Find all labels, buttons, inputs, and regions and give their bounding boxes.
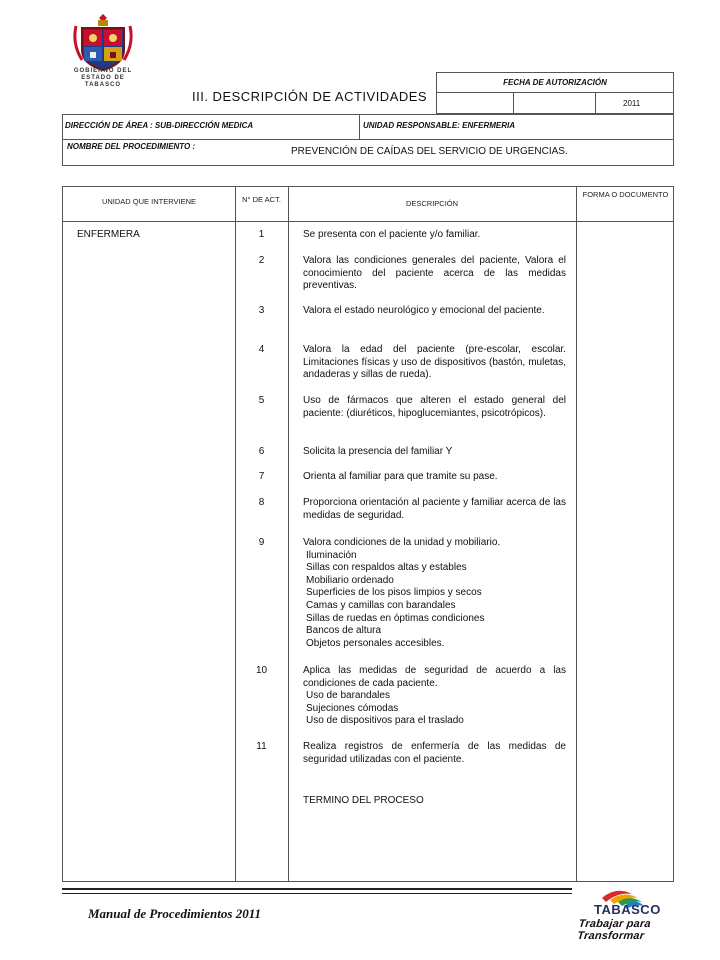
activity-number: 6 (258, 446, 265, 457)
activity-sub-item: Uso de barandales (306, 690, 390, 702)
activity-description (303, 395, 566, 420)
activity-description (303, 255, 566, 293)
procedure-label: NOMBRE DEL PROCEDIMIENTO : (67, 142, 196, 151)
activity-number: 2 (258, 255, 265, 266)
footer-rule (62, 893, 572, 894)
activity-number: 7 (258, 471, 265, 482)
row-divider (359, 115, 360, 139)
responsible-unit-field: UNIDAD RESPONSABLE: ENFERMERIA (363, 121, 516, 130)
activity-sub-item: Sujeciones cómodas (306, 702, 399, 714)
activity-description (303, 665, 566, 728)
activity-number: 9 (258, 537, 265, 548)
activity-sub-item: Sillas con respaldos altas y estables (306, 562, 467, 574)
activity-text: Valora condiciones de la unidad y mobiliario. (303, 537, 501, 548)
authorization-date-box (436, 72, 674, 114)
activity-text: Orienta al familiar para que tramite su pase. (303, 471, 498, 482)
activity-number: 11 (256, 741, 267, 752)
activity-text: Se presenta con el paciente y/o familiar. (303, 229, 481, 240)
manual-caption: Manual de Procedimientos 2011 (88, 906, 261, 921)
date-divider (595, 93, 596, 114)
activity-number: 10 (255, 665, 268, 676)
activity-description (303, 741, 566, 766)
activity-description (303, 497, 566, 522)
activity-text: Proporciona orientación al paciente y familiar acerca de las medidas de seguridad. (303, 497, 566, 521)
activity-text: Valora la edad del paciente (pre-escolar, escolar. Limitaciones físicas y uso de dispositivos (bastón, muletas, andaderas y sillas de rueda). (303, 344, 566, 381)
activity-description (303, 305, 566, 318)
activity-sub-item: Objetos personales accesibles. (306, 637, 445, 649)
activity-number: 3 (258, 305, 265, 316)
activity-number: 8 (258, 497, 265, 508)
activity-number: 4 (258, 344, 265, 355)
column-header-unit: UNIDAD QUE INTERVIENE (101, 197, 197, 206)
activity-sub-item: Superficies de los pisos limpios y secos (306, 587, 482, 599)
process-end-text: TERMINO DEL PROCESO (303, 795, 424, 806)
activity-text: Valora el estado neurológico y emocional del paciente. (303, 305, 545, 316)
brand-name: TABASCO (594, 902, 661, 917)
activity-sub-item: Mobiliario ordenado (306, 574, 394, 586)
activity-sub-item: Iluminación (306, 549, 357, 561)
activity-text: Valora las condiciones generales del paciente, Valora el conocimiento del paciente acerca de las medidas preventivas. (303, 255, 566, 292)
activity-text: Aplica las medidas de seguridad de acuerdo a las condiciones de cada paciente. (303, 665, 566, 689)
activity-text: Solicita la presencia del familiar Y (303, 446, 453, 457)
header-divider (63, 221, 673, 222)
footer-rule (62, 888, 572, 890)
column-divider (235, 187, 236, 881)
column-header-number: N° DE ACT. (242, 195, 281, 204)
authorization-year: 2011 (623, 99, 641, 108)
activity-description (303, 537, 566, 650)
activity-description (303, 446, 566, 459)
activity-text: Realiza registros de enfermería de las medidas de seguridad utilizadas con el paciente. (303, 741, 566, 765)
brand-slogan: Trabajar para Transformar (576, 918, 652, 942)
area-unit-row (62, 114, 674, 140)
logo-caption: GOBIERNO DEL ESTADO DE TABASCO (73, 68, 133, 88)
column-header-description: DESCRIPCIÓN (405, 199, 459, 208)
direction-field: DIRECCIÓN DE ÁREA : SUB-DIRECCIÓN MEDICA (65, 121, 254, 130)
page-title: III. DESCRIPCIÓN DE ACTIVIDADES (192, 89, 428, 104)
activity-text: Uso de fármacos que alteren el estado general del paciente: (diuréticos, hipoglucemiantes, psicotrópicos). (303, 395, 566, 419)
activity-sub-item: Sillas de ruedas en óptimas condiciones (306, 612, 485, 624)
activity-description (303, 471, 566, 484)
activity-sub-item: Camas y camillas con barandales (306, 599, 456, 611)
authorization-label: FECHA DE AUTORIZACIÓN (437, 73, 673, 93)
date-divider (513, 93, 514, 114)
activity-number: 1 (258, 229, 265, 240)
intervening-unit: ENFERMERA (77, 229, 140, 240)
column-divider (576, 187, 577, 881)
activity-description (303, 344, 566, 382)
procedure-row (62, 140, 674, 166)
column-header-form: FORMA O DOCUMENTO (582, 190, 669, 199)
activities-table (62, 186, 674, 882)
activity-description (303, 229, 566, 242)
procedure-name: PREVENCIÓN DE CAÍDAS DEL SERVICIO DE URGENCIAS. (291, 146, 568, 157)
activity-number: 5 (258, 395, 265, 406)
activity-sub-item: Bancos de altura (306, 625, 382, 637)
column-divider (288, 187, 289, 881)
activity-sub-item: Uso de dispositivos para el traslado (306, 715, 464, 727)
